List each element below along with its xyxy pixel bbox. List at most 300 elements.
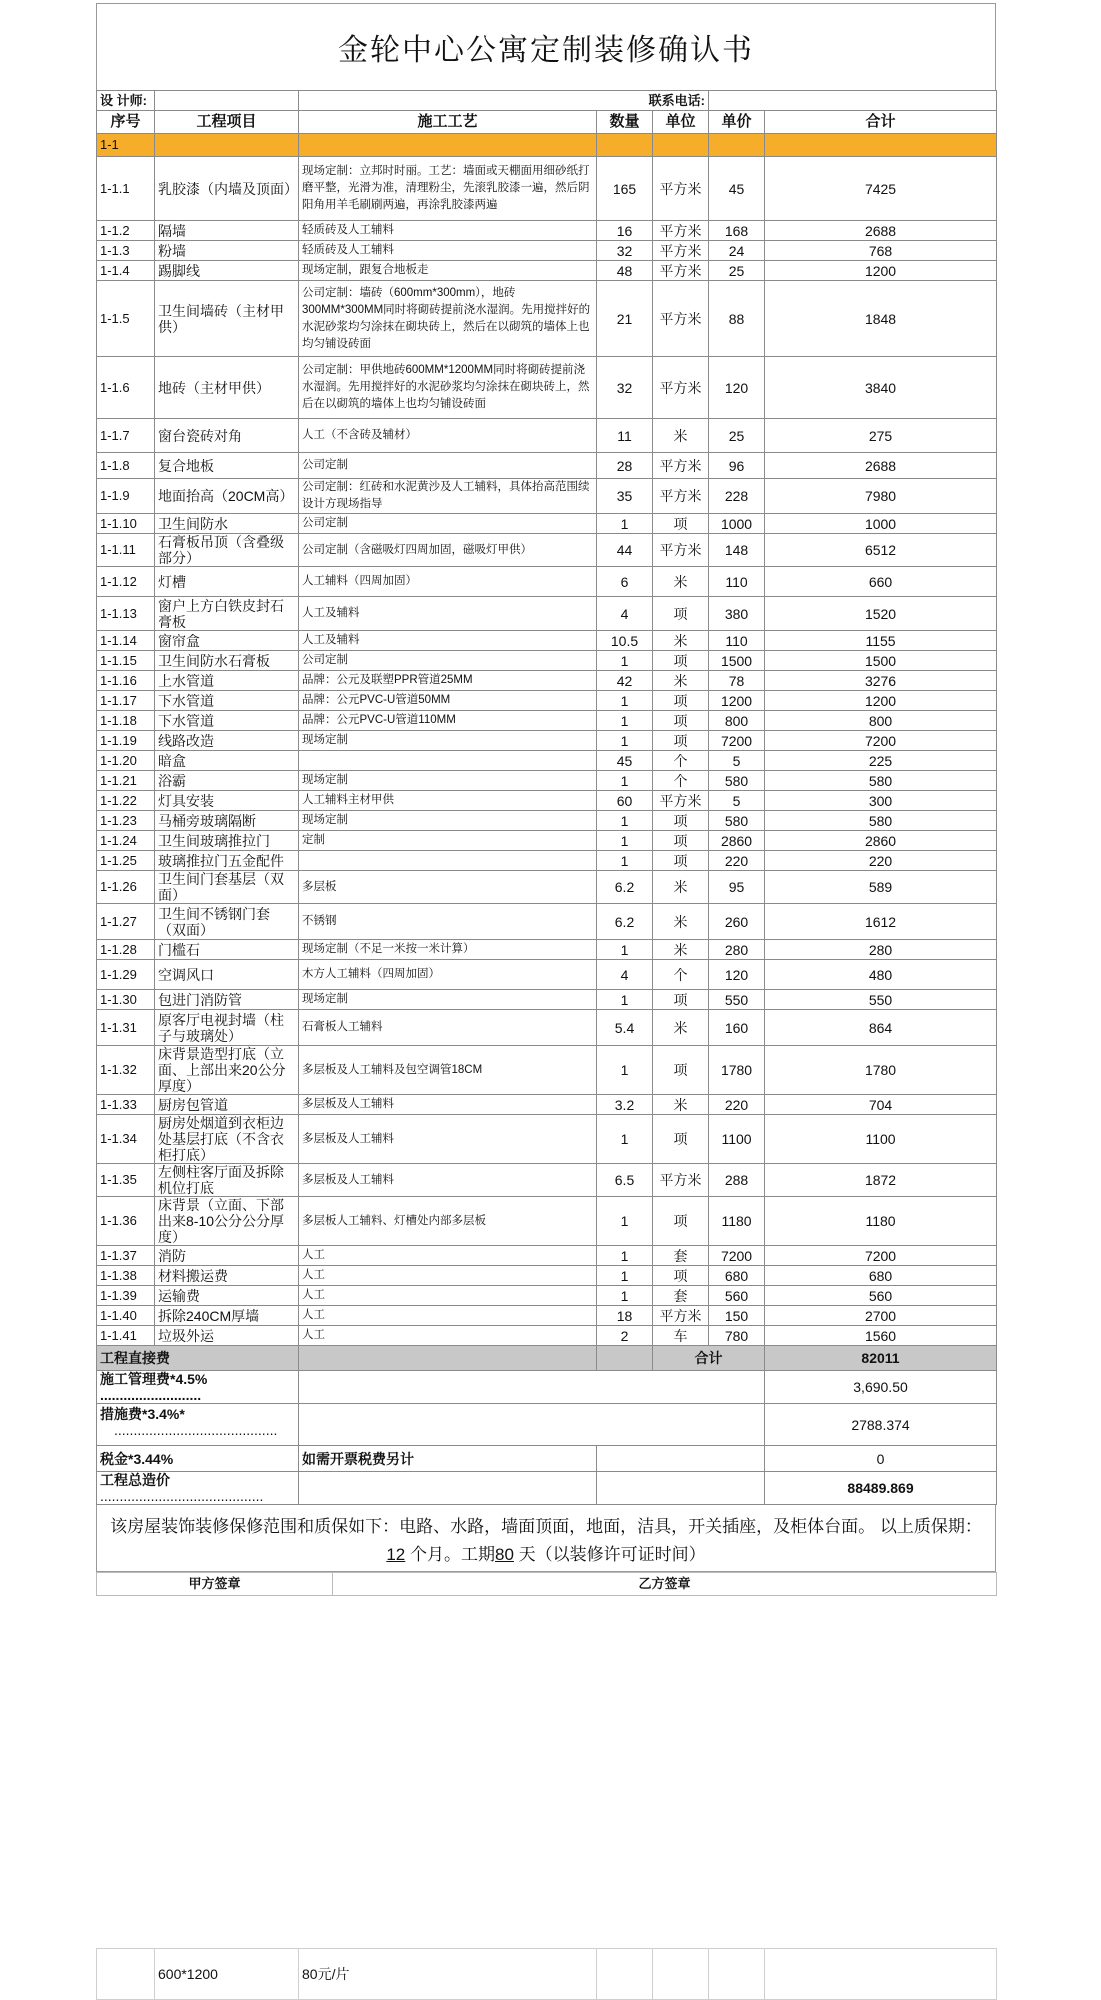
row-total: 7980 [765,479,997,514]
row-item: 踢脚线 [155,261,299,281]
designer-label: 设 计师: [97,91,155,111]
row-price: 45 [709,157,765,221]
row-total: 1520 [765,597,997,631]
row-process: 多层板及人工辅料 [299,1095,597,1115]
row-id: 1-1.5 [97,281,155,357]
row-qty: 10.5 [597,631,653,651]
direct-cost-sublabel: 合计 [653,1346,765,1371]
measure-fee-dots: .......................................... [114,1422,278,1438]
row-total: 680 [765,1266,997,1286]
header-col-item: 工程项目 [155,111,299,134]
table-row [97,691,997,711]
row-item: 卫生间墙砖（主材甲供） [155,281,299,357]
management-fee-row [97,1371,997,1404]
row-item: 下水管道 [155,691,299,711]
table-row [97,811,997,831]
table-row [97,651,997,671]
row-qty: 35 [597,479,653,514]
row-unit: 项 [653,514,709,534]
row-unit: 项 [653,711,709,731]
row-item: 拆除240CM厚墙 [155,1306,299,1326]
quotation-sheet [96,3,996,1596]
row-item: 线路改造 [155,731,299,751]
grand-total-label-cell [97,1472,299,1505]
row-total: 704 [765,1095,997,1115]
row-item: 地面抬高（20CM高） [155,479,299,514]
row-id: 1-1.38 [97,1266,155,1286]
row-total: 480 [765,960,997,990]
header-col-qty: 数量 [597,111,653,134]
management-fee-label: 施工管理费*4.5% .......................... [97,1371,299,1404]
warranty-note [96,1505,996,1572]
row-unit: 车 [653,1326,709,1346]
row-price: 1100 [709,1115,765,1164]
row-qty: 32 [597,241,653,261]
header-col-process: 施工工艺 [299,111,597,134]
row-process: 公司定制 [299,453,597,479]
row-process: 不锈钢 [299,904,597,940]
row-process: 现场定制，跟复合地板走 [299,261,597,281]
row-qty: 1 [597,1115,653,1164]
row-process: 多层板人工辅料、灯槽处内部多层板 [299,1197,597,1246]
row-id: 1-1.2 [97,221,155,241]
signature-table [96,1572,997,1596]
row-total: 1848 [765,281,997,357]
row-item: 暗盒 [155,751,299,771]
table-row [97,514,997,534]
warranty-suffix: 天（以装修许可证时间） [513,1545,706,1564]
row-total: 1200 [765,261,997,281]
row-id: 1-1.32 [97,1046,155,1095]
row-qty: 1 [597,851,653,871]
row-price: 25 [709,261,765,281]
row-process: 现场定制 [299,990,597,1010]
header-col-no: 序号 [97,111,155,134]
row-process: 多层板及人工辅料及包空调管18CM [299,1046,597,1095]
row-process: 人工（不含砖及辅材） [299,419,597,453]
row-qty: 42 [597,671,653,691]
row-price: 24 [709,241,765,261]
row-process: 公司定制：甲供地砖600MM*1200MM同时将砌砖提前浇水湿润。先用搅拌好的水泥砂浆均匀涂抹在砌块砖上，然后在以砌筑的墙体上也均匀铺设砖面 [299,357,597,419]
row-qty: 1 [597,651,653,671]
table-row [97,671,997,691]
row-unit: 项 [653,990,709,1010]
row-qty: 28 [597,453,653,479]
row-price: 280 [709,940,765,960]
row-process: 现场定制 [299,771,597,791]
row-price: 1180 [709,1197,765,1246]
table-row [97,731,997,751]
extra-price: 80元/片 [299,1949,597,2000]
row-process: 现场定制（不足一米按一米计算） [299,940,597,960]
row-total: 220 [765,851,997,871]
row-item: 卫生间防水石膏板 [155,651,299,671]
row-id: 1-1.27 [97,904,155,940]
row-total: 6512 [765,534,997,567]
row-unit: 平方米 [653,453,709,479]
row-unit: 平方米 [653,357,709,419]
table-header [97,111,997,134]
row-id: 1-1.16 [97,671,155,691]
grand-total-value: 88489.869 [765,1472,997,1505]
row-qty: 2 [597,1326,653,1346]
row-total: 864 [765,1010,997,1046]
table-row [97,1326,997,1346]
row-item: 窗户上方白铁皮封石膏板 [155,597,299,631]
table-row [97,940,997,960]
row-qty: 1 [597,514,653,534]
row-id: 1-1.11 [97,534,155,567]
row-id: 1-1.26 [97,871,155,904]
row-unit: 项 [653,731,709,751]
row-item: 灯槽 [155,567,299,597]
row-item: 马桶旁玻璃隔断 [155,811,299,831]
row-item: 卫生间玻璃推拉门 [155,831,299,851]
row-unit: 个 [653,771,709,791]
row-price: 110 [709,567,765,597]
row-qty: 1 [597,831,653,851]
row-item: 隔墙 [155,221,299,241]
grand-total-label: 工程总造价 [100,1472,170,1488]
row-unit: 平方米 [653,261,709,281]
phone-label: 联系电话: [299,91,709,111]
row-id: 1-1.20 [97,751,155,771]
row-price: 96 [709,453,765,479]
row-unit: 项 [653,597,709,631]
row-total: 580 [765,811,997,831]
table-row [97,419,997,453]
row-id: 1-1.25 [97,851,155,871]
row-unit: 平方米 [653,791,709,811]
row-total: 3840 [765,357,997,419]
row-price: 800 [709,711,765,731]
table-row [97,157,997,221]
header-col-unit: 单位 [653,111,709,134]
table-row [97,631,997,651]
row-unit: 平方米 [653,1164,709,1197]
row-process: 品牌：公元及联塑PPR管道25MM [299,671,597,691]
row-qty: 1 [597,1266,653,1286]
table-row [97,1046,997,1095]
row-total: 1500 [765,651,997,671]
row-process: 人工辅料（四周加固） [299,567,597,597]
row-item: 卫生间不锈钢门套（双面） [155,904,299,940]
row-unit: 平方米 [653,534,709,567]
row-qty: 1 [597,990,653,1010]
row-price: 160 [709,1010,765,1046]
row-item: 包进门消防管 [155,990,299,1010]
row-qty: 32 [597,357,653,419]
row-price: 1000 [709,514,765,534]
row-id: 1-1.8 [97,453,155,479]
table-row [97,1095,997,1115]
row-item: 粉墙 [155,241,299,261]
phone-value[interactable] [709,91,997,111]
row-qty: 6.2 [597,871,653,904]
row-price: 168 [709,221,765,241]
row-price: 580 [709,811,765,831]
row-qty: 4 [597,597,653,631]
extra-row [97,1949,997,2000]
party-b-signature[interactable]: 乙方签章 [333,1573,997,1596]
row-qty: 1 [597,940,653,960]
table-row [97,751,997,771]
tax-label: 税金*3.44% [97,1446,299,1472]
tax-value: 0 [765,1446,997,1472]
row-qty: 4 [597,960,653,990]
row-item: 石膏板吊顶（含叠级部分） [155,534,299,567]
row-qty: 3.2 [597,1095,653,1115]
table-row [97,1266,997,1286]
measure-fee-row [97,1404,997,1446]
row-unit: 项 [653,1046,709,1095]
row-unit: 平方米 [653,479,709,514]
row-price: 7200 [709,1246,765,1266]
row-total: 550 [765,990,997,1010]
row-id: 1-1.30 [97,990,155,1010]
warranty-text: 该房屋装饰装修保修范围和质保如下：电路、水路，墙面顶面，地面，洁具，开关插座，及柜体台面。 以上质保期： [110,1517,982,1536]
row-price: 1200 [709,691,765,711]
row-id: 1-1.36 [97,1197,155,1246]
row-process: 人工辅料主材甲供 [299,791,597,811]
table-row [97,241,997,261]
row-process: 公司定制：墙砖（600mm*300mm），地砖300MM*300MM同时将砌砖提前浇水湿润。先用搅拌好的水泥砂浆均匀涂抹在砌块砖上，然后在以砌筑的墙体上也均匀铺设砖面 [299,281,597,357]
row-price: 220 [709,1095,765,1115]
row-qty: 18 [597,1306,653,1326]
row-total: 7200 [765,1246,997,1266]
row-id: 1-1.14 [97,631,155,651]
row-item: 乳胶漆（内墙及顶面） [155,157,299,221]
row-process: 轻质砖及人工辅料 [299,241,597,261]
row-id: 1-1.19 [97,731,155,751]
row-price: 560 [709,1286,765,1306]
row-total: 1560 [765,1326,997,1346]
section-label: 1-1 [97,134,155,157]
row-id: 1-1.37 [97,1246,155,1266]
table-row [97,597,997,631]
table-row [97,221,997,241]
row-price: 5 [709,751,765,771]
warranty-mid: 个月。工期 [405,1545,495,1564]
table-row [97,1010,997,1046]
row-id: 1-1.4 [97,261,155,281]
measure-fee-value: 2788.374 [765,1404,997,1446]
row-process: 人工及辅料 [299,631,597,651]
table-row [97,1286,997,1306]
row-qty: 44 [597,534,653,567]
quotation-table [96,90,997,1505]
management-fee-value: 3,690.50 [765,1371,997,1404]
row-unit: 个 [653,751,709,771]
row-process: 公司定制 [299,651,597,671]
row-process: 人工 [299,1246,597,1266]
grand-total-dots: .......................................... [100,1488,264,1504]
row-item: 运输费 [155,1286,299,1306]
row-total: 1612 [765,904,997,940]
row-id: 1-1.28 [97,940,155,960]
row-price: 580 [709,771,765,791]
table-row [97,960,997,990]
row-total: 1200 [765,691,997,711]
row-qty: 6 [597,567,653,597]
row-id: 1-1.9 [97,479,155,514]
row-process: 人工 [299,1326,597,1346]
row-unit: 平方米 [653,281,709,357]
row-item: 浴霸 [155,771,299,791]
row-total: 2688 [765,221,997,241]
row-total: 768 [765,241,997,261]
row-price: 550 [709,990,765,1010]
row-id: 1-1.7 [97,419,155,453]
warranty-months: 12 [386,1545,406,1564]
row-price: 88 [709,281,765,357]
row-id: 1-1.40 [97,1306,155,1326]
row-total: 1100 [765,1115,997,1164]
row-price: 380 [709,597,765,631]
row-unit: 平方米 [653,157,709,221]
row-process: 公司定制：红砖和水泥黄沙及人工辅料，具体抬高范围续设计方现场指导 [299,479,597,514]
row-item: 灯具安装 [155,791,299,811]
party-a-signature[interactable]: 甲方签章 [97,1573,333,1596]
row-unit: 米 [653,940,709,960]
page-title: 金轮中心公寓定制装修确认书 [96,3,996,90]
row-item: 门槛石 [155,940,299,960]
row-unit: 米 [653,1010,709,1046]
row-price: 150 [709,1306,765,1326]
table-row [97,534,997,567]
row-id: 1-1.35 [97,1164,155,1197]
row-process: 轻质砖及人工辅料 [299,221,597,241]
row-total: 800 [765,711,997,731]
row-unit: 个 [653,960,709,990]
table-row [97,1197,997,1246]
row-total: 589 [765,871,997,904]
row-id: 1-1.1 [97,157,155,221]
table-row [97,711,997,731]
row-price: 5 [709,791,765,811]
table-row [97,479,997,514]
row-unit: 项 [653,851,709,871]
row-qty: 6.2 [597,904,653,940]
construction-days: 80 [495,1545,514,1564]
row-unit: 米 [653,871,709,904]
row-item: 材料搬运费 [155,1266,299,1286]
row-id: 1-1.39 [97,1286,155,1306]
row-unit: 项 [653,831,709,851]
row-total: 2688 [765,453,997,479]
row-process: 品牌：公元PVC-U管道110MM [299,711,597,731]
row-price: 780 [709,1326,765,1346]
row-unit: 平方米 [653,1306,709,1326]
table-row [97,453,997,479]
row-total: 225 [765,751,997,771]
table-row [97,1246,997,1266]
measure-fee-label-cell [97,1404,299,1446]
row-process: 人工 [299,1306,597,1326]
row-price: 95 [709,871,765,904]
row-unit: 套 [653,1286,709,1306]
row-qty: 11 [597,419,653,453]
table-row [97,357,997,419]
row-price: 7200 [709,731,765,751]
row-process: 现场定制 [299,811,597,831]
row-qty: 165 [597,157,653,221]
row-total: 3276 [765,671,997,691]
row-id: 1-1.17 [97,691,155,711]
row-total: 560 [765,1286,997,1306]
row-unit: 平方米 [653,241,709,261]
row-id: 1-1.22 [97,791,155,811]
grand-total-row [97,1472,997,1505]
row-price: 680 [709,1266,765,1286]
row-unit: 米 [653,567,709,597]
row-item: 厨房处烟道到衣柜边处基层打底（不含衣柜打底） [155,1115,299,1164]
row-qty: 1 [597,1197,653,1246]
row-qty: 6.5 [597,1164,653,1197]
row-price: 1780 [709,1046,765,1095]
row-total: 1180 [765,1197,997,1246]
row-qty: 1 [597,711,653,731]
row-id: 1-1.23 [97,811,155,831]
row-process: 现场定制 [299,731,597,751]
row-id: 1-1.21 [97,771,155,791]
row-unit: 米 [653,419,709,453]
row-id: 1-1.34 [97,1115,155,1164]
row-total: 2700 [765,1306,997,1326]
row-item: 床背景（立面、下部出来8-10公分公分厚度） [155,1197,299,1246]
row-price: 260 [709,904,765,940]
row-total: 280 [765,940,997,960]
row-item: 原客厅电视封墙（柱子与玻璃处） [155,1010,299,1046]
row-total: 2860 [765,831,997,851]
row-qty: 5.4 [597,1010,653,1046]
row-unit: 米 [653,631,709,651]
row-id: 1-1.33 [97,1095,155,1115]
row-process: 定制 [299,831,597,851]
table-row [97,871,997,904]
row-unit: 套 [653,1246,709,1266]
row-process: 品牌：公元PVC-U管道50MM [299,691,597,711]
row-process: 人工 [299,1266,597,1286]
row-id: 1-1.18 [97,711,155,731]
table-row [97,771,997,791]
row-item: 窗台瓷砖对角 [155,419,299,453]
row-item: 床背景造型打底（立面、上部出来20公分厚度） [155,1046,299,1095]
row-total: 1155 [765,631,997,651]
row-id: 1-1.15 [97,651,155,671]
designer-value[interactable] [155,91,299,111]
row-price: 228 [709,479,765,514]
row-id: 1-1.12 [97,567,155,597]
row-price: 120 [709,960,765,990]
row-price: 1500 [709,651,765,671]
row-item: 厨房包管道 [155,1095,299,1115]
table-row [97,1164,997,1197]
row-total: 7200 [765,731,997,751]
direct-cost-value: 82011 [765,1346,997,1371]
row-unit: 米 [653,1095,709,1115]
row-total: 1000 [765,514,997,534]
direct-cost-row [97,1346,997,1371]
row-price: 2860 [709,831,765,851]
row-process: 多层板及人工辅料 [299,1164,597,1197]
measure-fee-label: 措施费*3.4%* [100,1406,185,1422]
row-id: 1-1.31 [97,1010,155,1046]
row-id: 1-1.29 [97,960,155,990]
row-item: 玻璃推拉门五金配件 [155,851,299,871]
row-item: 卫生间门套基层（双面） [155,871,299,904]
row-qty: 1 [597,811,653,831]
